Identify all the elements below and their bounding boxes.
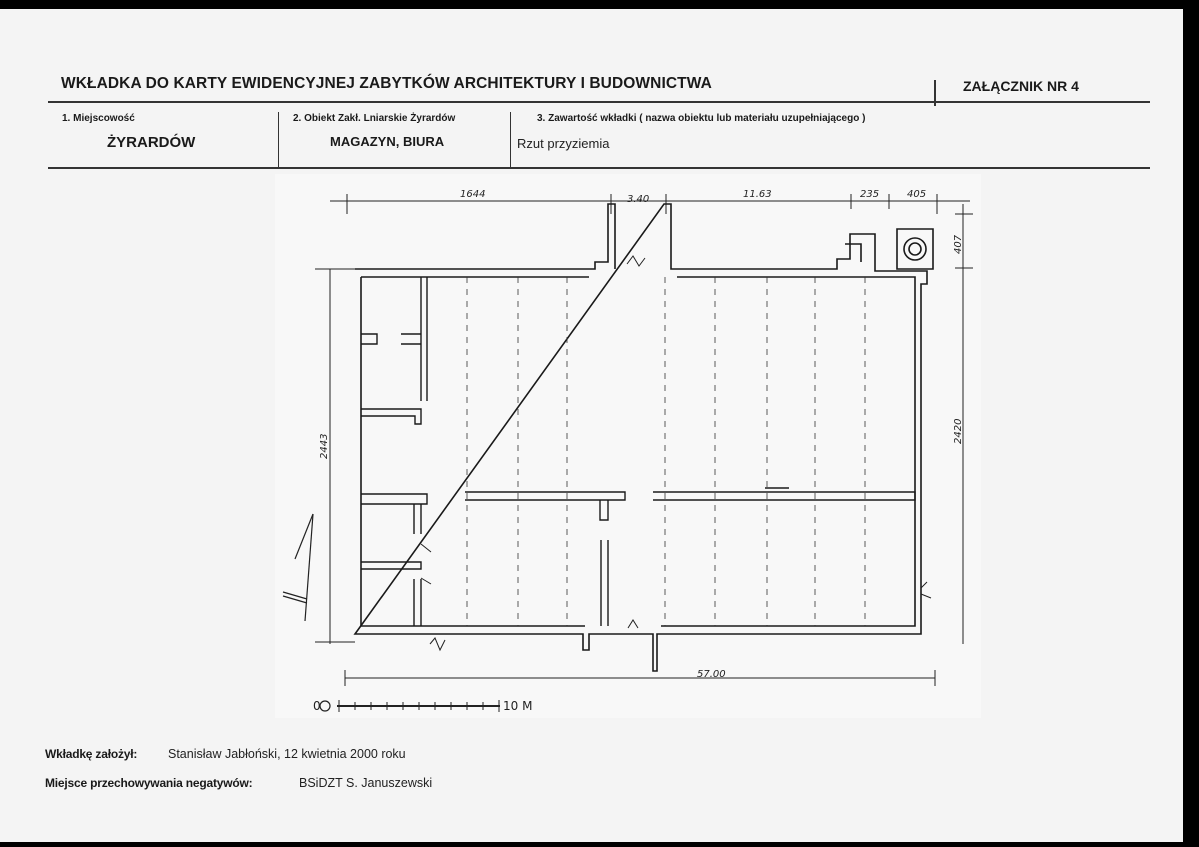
floor-plan-drawing [275,174,981,718]
column-grid [467,277,865,626]
document-title: WKŁADKA DO KARTY EWIDENCYJNEJ ZABYTKÓW ARCHITEKTURY I BUDOWNICTWA [61,75,712,92]
dim-right-small: 407 [953,234,964,254]
author-value: Stanisław Jabłoński, 12 kwietnia 2000 roku [168,747,406,761]
author-label: Wkładkę założył: [45,747,138,761]
field-divider-1 [278,112,279,168]
dim-left-main: 2443 [319,433,330,459]
dim-top-3: 11.63 [743,189,772,200]
fields-rule [48,167,1150,169]
interior-walls [361,277,915,626]
object-label: 2. Obiekt Zakł. Lniarskie Żyrardów [293,113,456,124]
content-value: Rzut przyziemia [517,136,610,151]
locality-label: 1. Miejscowość [62,113,135,124]
floor-plan-svg [275,174,981,718]
field-divider-2 [510,112,511,168]
dim-right-main: 2420 [953,418,964,444]
dim-top-5: 405 [907,189,927,200]
door-symbols [421,256,931,650]
scale-bar [313,699,532,713]
outer-walls [355,204,933,671]
dim-top-1: 1644 [460,189,486,200]
dim-top-4: 235 [860,189,880,200]
dim-top-2: 3.40 [627,194,650,205]
header-rule [48,101,1150,103]
north-arrow-icon [283,514,313,621]
annex-number: ZAŁĄCZNIK NR 4 [963,78,1079,94]
storage-label: Miejsce przechowywania negatywów: [45,776,253,790]
content-label: 3. Zawartość wkładki ( nazwa obiektu lub materiału uzupełniającego ) [537,113,866,124]
scale-zero: 0 [313,699,321,713]
dim-bottom-main: 57.00 [697,669,726,680]
storage-value: BSiDZT S. Januszewski [299,776,433,790]
scale-end: 10 M [503,699,533,713]
object-value: MAGAZYN, BIURA [330,134,445,149]
locality-value: ŻYRARDÓW [107,134,196,151]
